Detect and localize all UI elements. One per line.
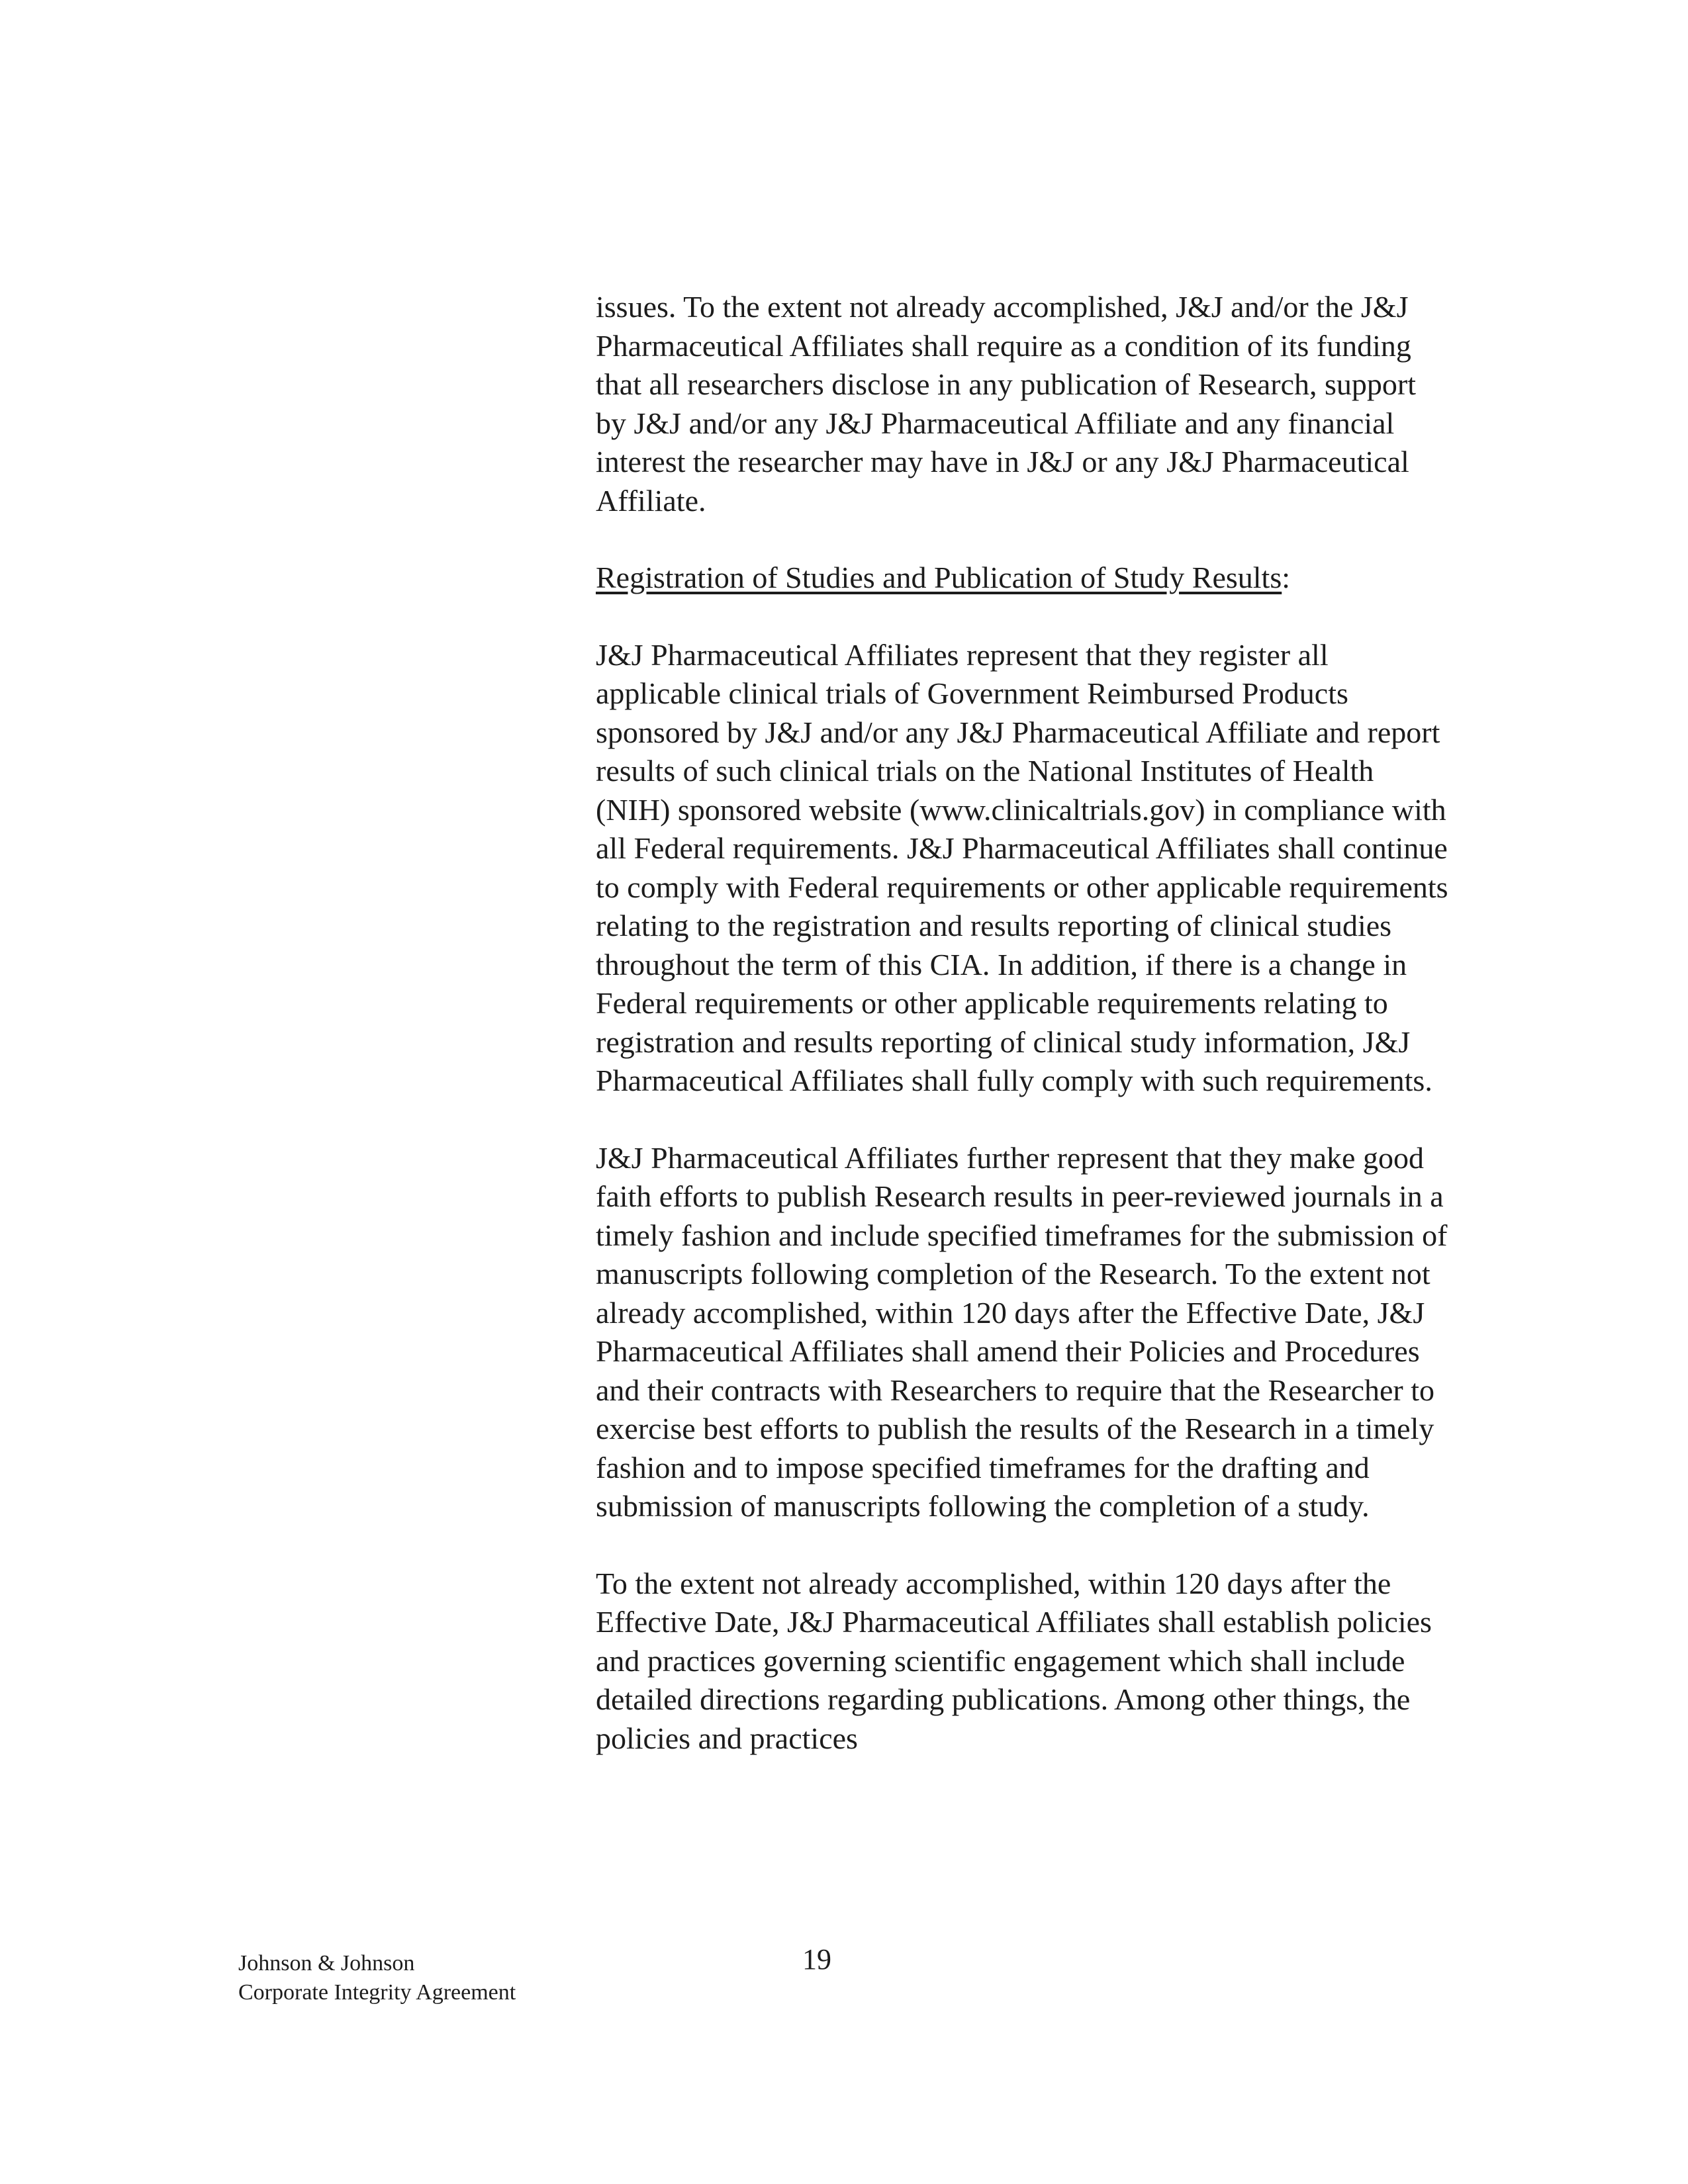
body-text-column xyxy=(596,288,1450,1796)
paragraph-publication: J&J Pharmaceutical Affiliates further represent that they make good faith efforts to publish Research results in peer-reviewed journals in a timely fashion and include specified timeframes for the submission of manuscripts following completion of the Research. To the extent not already accomplished, within 120 days after the Effective Date, J&J Pharmaceutical Affiliates shall amend their Policies and Procedures and their contracts with Researchers to require that the Researcher to exercise best efforts to publish the results of the Research in a timely fashion and to impose specified timeframes for the drafting and submission of manuscripts following the completion of a study. xyxy=(596,1140,1448,1523)
page-number: 19 xyxy=(802,1943,831,1976)
footer-document-title xyxy=(238,1949,516,2007)
section-heading-colon: : xyxy=(1282,561,1291,594)
paragraph-registration: J&J Pharmaceutical Affiliates represent that they register all applicable clinical trials of Government Reimbursed Products sponsored by J&J and/or any J&J Pharmaceutical Affiliate and report results of such clinical trials on the National Institutes of Health (NIH) sponsored website (www.clinicaltrials.gov) in compliance with all Federal requirements. J&J Pharmaceutical Affiliates shall continue to comply with Federal requirements or other applicable requirements relating to the registration and results reporting of clinical studies throughout the term of this CIA. In addition, if there is a change in Federal requirements or other applicable requirements relating to registration and results reporting of clinical study information, J&J Pharmaceutical Affiliates shall fully comply with such requirements. xyxy=(596,637,1448,1097)
footer-company: Johnson & Johnson xyxy=(238,1951,415,1976)
paragraph-policies: To the extent not already accomplished, within 120 days after the Effective Date, J&J Pharmaceutical Affiliates shall establish policies and practices governing scientific engagement which shall include detailed directions regarding publications. Among other things, the policies and practices xyxy=(596,1566,1432,1755)
section-heading xyxy=(596,559,1450,598)
footer-agreement-name: Corporate Integrity Agreement xyxy=(238,1980,516,2005)
paragraph-continuation: issues. To the extent not already accomplished, J&J and/or the J&J Pharmaceutical Affiliates shall require as a condition of its funding that all researchers disclose in any publication of Research, support by J&J and/or any J&J Pharmaceutical Affiliate and any financial interest the researcher may have in J&J or any J&J Pharmaceutical Affiliate. xyxy=(596,290,1417,518)
section-heading-text: Registration of Studies and Publication of Study Results xyxy=(596,561,1282,594)
